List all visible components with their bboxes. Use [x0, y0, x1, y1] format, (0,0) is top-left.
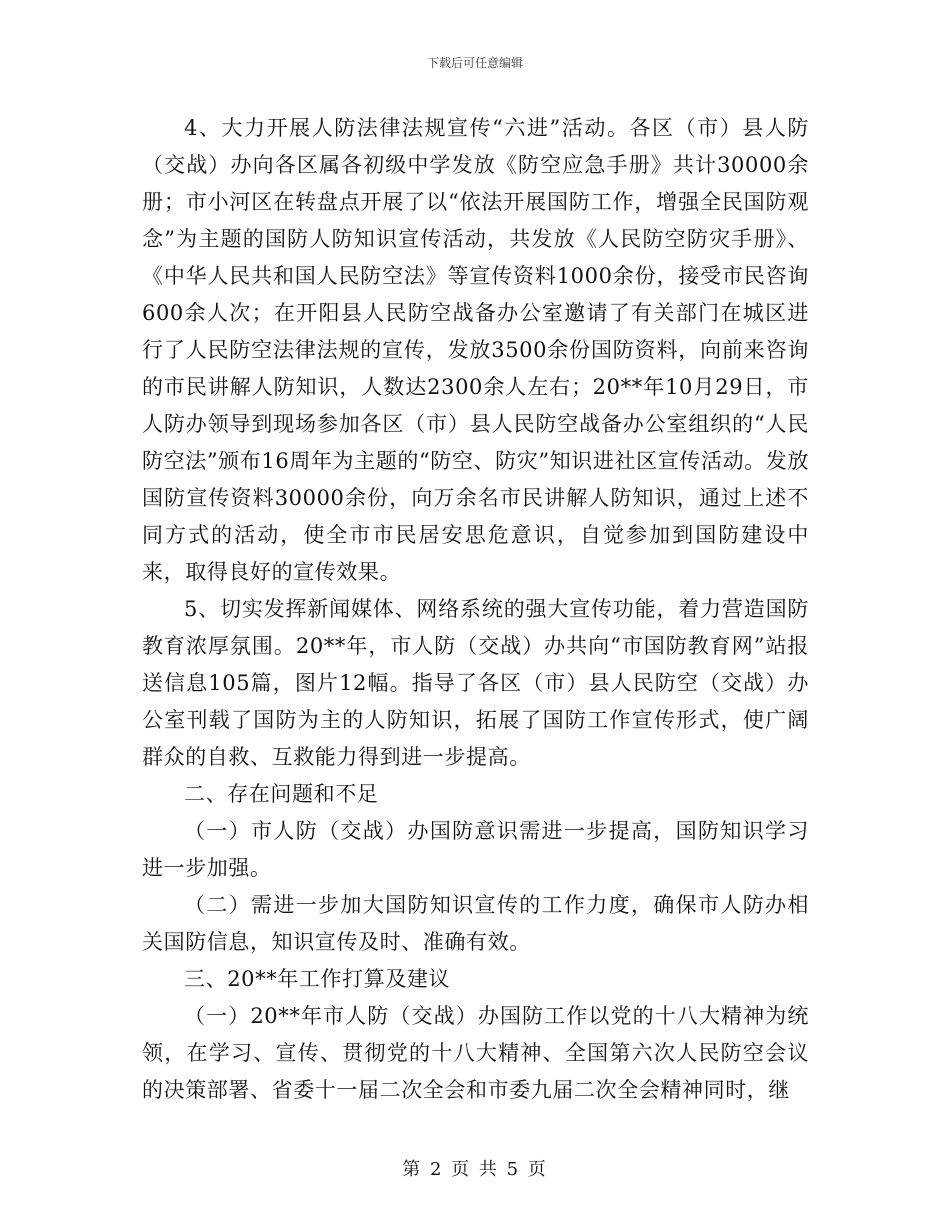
paragraph-plan-1: （一）20**年市人防（交战）办国防工作以党的十八大精神为统领，在学习、宣传、贯彻党的十八大精神、全国第六次人民防空会议的决策部署、省委十一届二次全会和市委九届二次全会精神同时，继	[142, 1004, 809, 1102]
document-body	[142, 110, 809, 1109]
paragraph-item-4: 4、大力开展人防法律法规宣传“六进”活动。各区（市）县人防（交战）办向各区属各初级中学发放《防空应急手册》共计30000余册；市小河区在转盘点开展了以“依法开展国防工作，增强全民国防观念”为主题的国防人防知识宣传活动，共发放《人民防空防灾手册》、《中华人民共和国人民防空法》等宣传资料1000余份，接受市民咨询600余人次；在开阳县人民防空战备办公室邀请了有关部门在城区进行了人民防空法律法规的宣传，发放3500余份国防资料，向前来咨询的市民讲解人防知识，人数达2300余人左右；20**年10月29日，市人防办领导到现场参加各区（市）县人民防空战备办公室组织的“人民防空法”颁布16周年为主题的“防空、防灾”知识进社区宣传活动。发放国防宣传资料30000余份，向万余名市民讲解人防知识，通过上述不同方式的活动，使全市市民居安思危意识，自觉参加到国防建设中来，取得良好的宣传效果。	[142, 116, 809, 584]
section-heading-plans: 三、20**年工作打算及建议	[184, 967, 451, 991]
section-heading-problems: 二、存在问题和不足	[184, 782, 379, 806]
page-number-footer: 第 2 页 共 5 页	[402, 1159, 548, 1180]
paragraph-problem-2: （二）需进一步加大国防知识宣传的工作力度，确保市人防办相关国防信息，知识宣传及时、准确有效。	[142, 893, 809, 954]
page-header: 下载后可任意编辑	[426, 56, 523, 70]
paragraph-problem-1: （一）市人防（交战）办国防意识需进一步提高，国防知识学习进一步加强。	[142, 819, 809, 880]
paragraph-item-5: 5、切实发挥新闻媒体、网络系统的强大宣传功能，着力营造国防教育浓厚氛围。20**年，市人防（交战）办共向“市国防教育网”站报送信息105篇，图片12幅。指导了各区（市）县人民防空（交战）办公室刊载了国防为主的人防知识，拓展了国防工作宣传形式，使广阔群众的自救、互救能力得到进一步提高。	[142, 597, 809, 769]
